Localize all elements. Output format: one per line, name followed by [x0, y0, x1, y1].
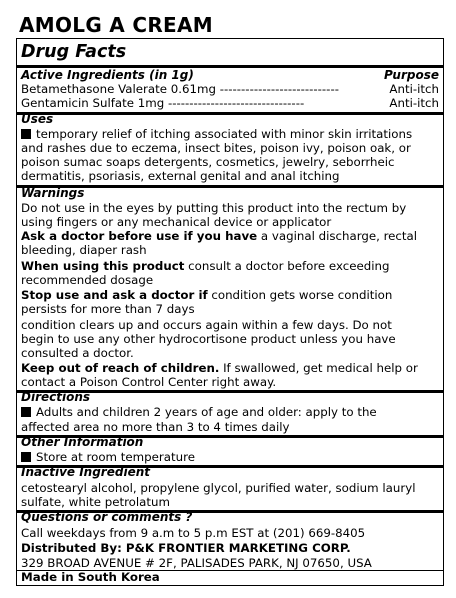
warnings-line: consulted a doctor. — [21, 346, 134, 360]
uses-line: temporary relief of itching associated with minor skin irritations — [21, 128, 439, 142]
uses-line: poison sumac soaps detergents, cosmetics, jewelry, seborrheic — [21, 155, 395, 169]
warnings-line: using fingers or any mechanical device or applicator — [21, 215, 332, 229]
drug-facts-title: Drug Facts — [21, 42, 127, 62]
active-ingredient-row — [21, 83, 439, 97]
active-ingredients-heading: Active Ingredients (in 1g) — [21, 68, 194, 82]
ask-doctor-line: Ask a doctor before use if you have a vaginal discharge, rectal — [21, 229, 418, 243]
other-information-line: Store at room temperature — [21, 451, 439, 465]
directions-line: Adults and children 2 years of age and older: apply to the — [21, 406, 439, 420]
active-ingredient-row — [21, 97, 439, 111]
questions-heading: Questions or comments ? — [21, 510, 193, 524]
warnings-line: recommended dosage — [21, 273, 154, 287]
ingredient-name: Betamethasone Valerate 0.61mg — [21, 82, 217, 96]
uses-heading: Uses — [21, 112, 54, 126]
warnings-line: Do not use in the eyes by putting this product into the rectum by — [21, 201, 407, 215]
purpose-heading: Purpose — [384, 68, 439, 82]
ingredient-purpose: Anti-itch — [389, 82, 439, 96]
directions-line: affected area no more than 3 to 4 times daily — [21, 420, 290, 434]
call-line: Call weekdays from 9 a.m to 5 p.m EST at (201) 669-8405 — [21, 526, 366, 540]
ingredient-name: Gentamicin Sulfate 1mg — [21, 96, 165, 110]
warnings-heading: Warnings — [21, 186, 85, 200]
stop-use-line: Stop use and ask a doctor if condition gets worse condition — [21, 288, 393, 302]
other-information-heading: Other Information — [21, 435, 144, 449]
directions-heading: Directions — [21, 390, 91, 404]
drug-facts-panel — [16, 38, 444, 586]
uses-line: and rashes due to eczema, insect bites, poison ivy, poison oak, or — [21, 141, 411, 155]
ingredient-leader: ---------------------------- — [219, 82, 339, 96]
ingredient-leader: -------------------------------- — [167, 96, 305, 110]
keep-out-line: Keep out of reach of children. If swallowed, get medical help or — [21, 361, 418, 375]
uses-line: dermatitis, psoriasis, external genital and anal itching — [21, 169, 340, 183]
address-line: 329 BROAD AVENUE # 2F, PALISADES PARK, NJ 07650, USA — [21, 556, 372, 570]
warnings-line: persists for more than 7 days — [21, 302, 195, 316]
inactive-ingredient-heading: Inactive Ingredient — [21, 465, 150, 479]
bullet-square-icon — [21, 129, 31, 139]
inactive-ingredient-line: cetostearyl alcohol, propylene glycol, purified water, sodium lauryl — [21, 481, 416, 495]
inactive-ingredient-line: sulfate, white petrolatum — [21, 495, 170, 509]
active-ingredients-header — [21, 69, 439, 83]
bullet-square-icon — [21, 407, 31, 417]
warnings-line: condition clears up and occurs again within a few days. Do not — [21, 318, 392, 332]
distributor-line: Distributed By: P&K FRONTIER MARKETING CORP. — [21, 541, 351, 555]
warnings-line: bleeding, diaper rash — [21, 243, 147, 257]
when-using-line: When using this product consult a doctor before exceeding — [21, 259, 390, 273]
product-name: AMOLG A CREAM — [19, 13, 213, 37]
warnings-line: contact a Poison Control Center right away. — [21, 375, 277, 389]
ingredient-purpose: Anti-itch — [389, 96, 439, 110]
warnings-line: begin to use any other hydrocortisone product unless you have — [21, 332, 396, 346]
origin-line: Made in South Korea — [21, 570, 160, 584]
bullet-square-icon — [21, 452, 31, 462]
